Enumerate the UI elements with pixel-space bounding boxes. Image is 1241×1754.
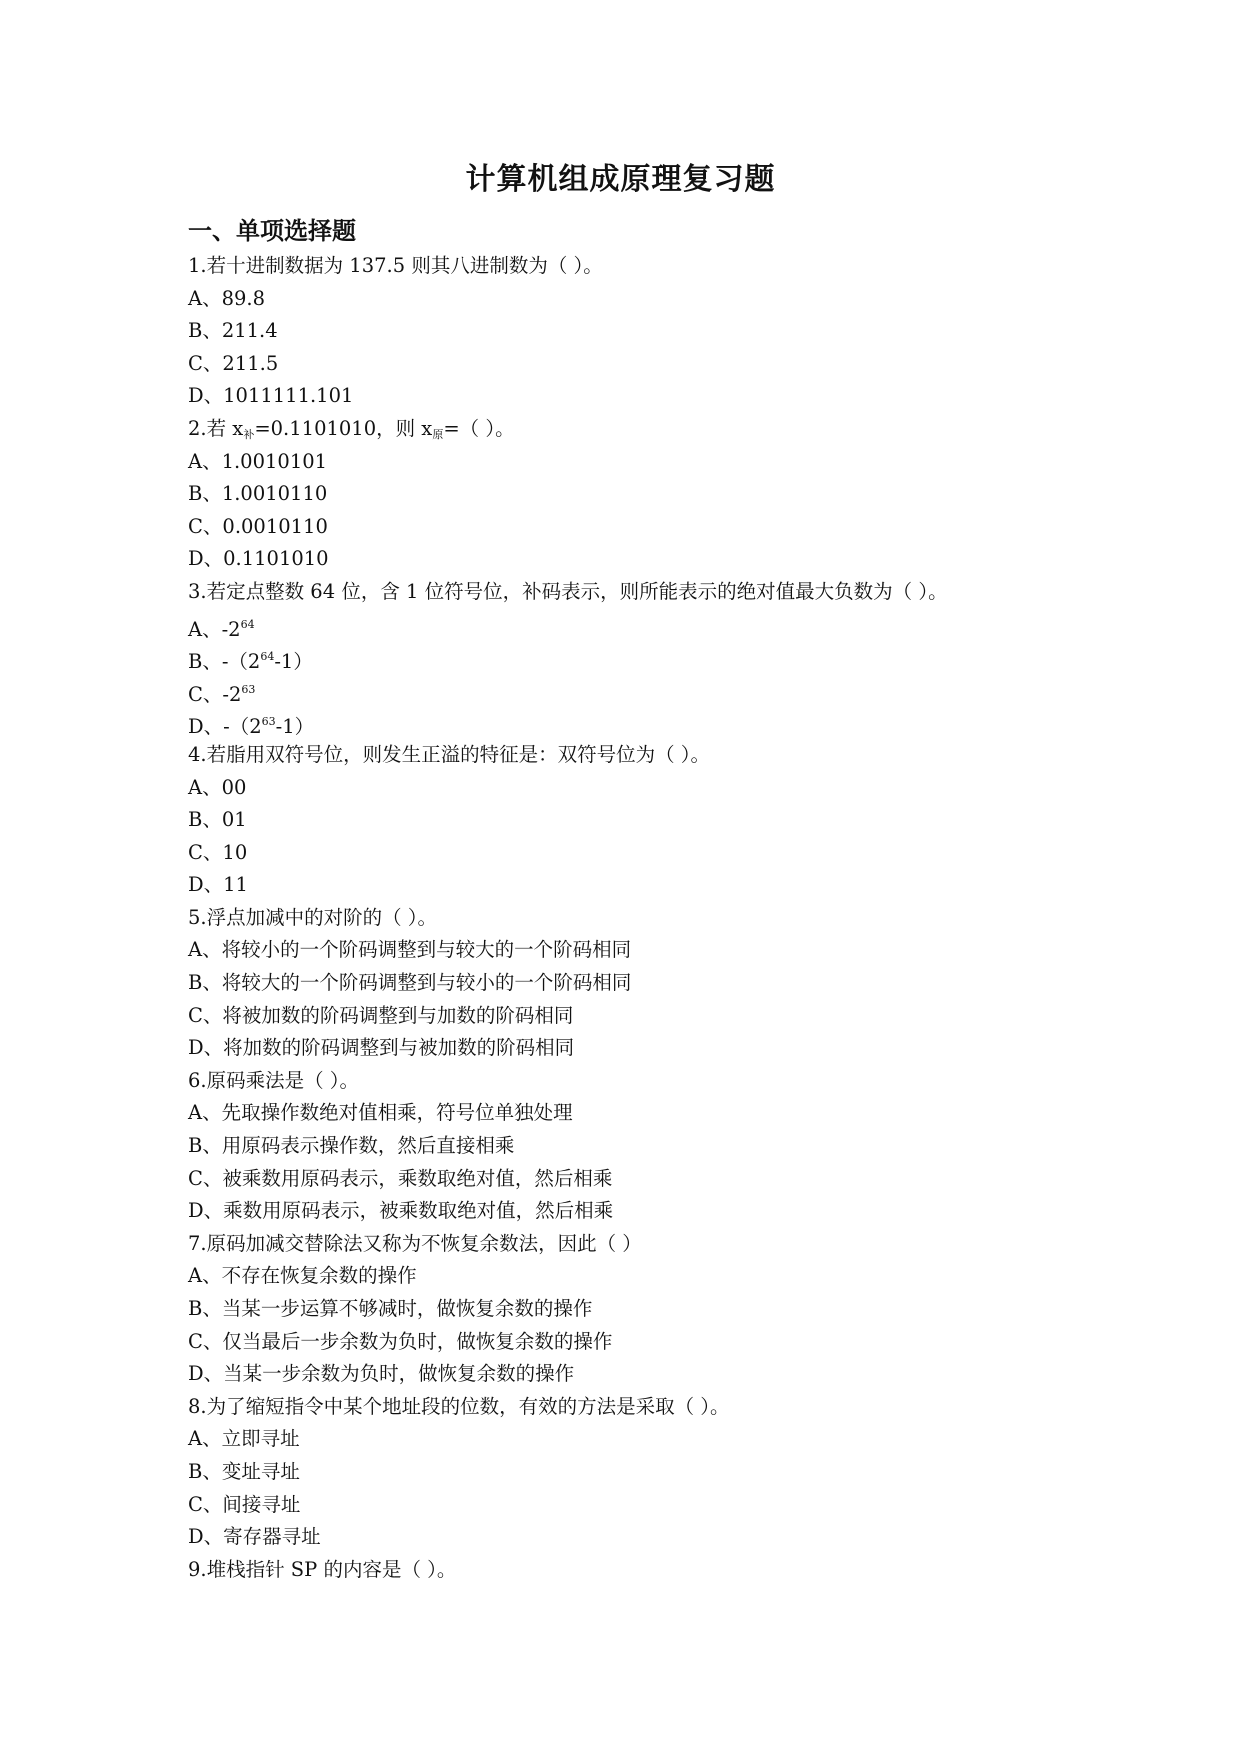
option-d: D、将加数的阶码调整到与被加数的阶码相同 <box>188 1036 575 1060</box>
option-text: -1） <box>274 650 313 674</box>
option-b: B、1.0010110 <box>188 482 328 506</box>
option-c: C、仅当最后一步余数为负时，做恢复余数的操作 <box>188 1329 613 1353</box>
option-b: B、211.4 <box>188 319 278 343</box>
option-a <box>188 609 1148 642</box>
option-text: A、-2 <box>188 617 241 641</box>
option-a: A、1.0010101 <box>188 449 328 473</box>
subscript-bu: 补 <box>243 427 255 441</box>
section-heading: 一、单项选择题 <box>188 217 356 245</box>
question-stem: 1.若十进制数据为 137.5 则其八进制数为（ ）。 <box>188 254 603 277</box>
option-b: B、将较大的一个阶码调整到与较小的一个阶码相同 <box>188 971 632 995</box>
option-d: D、寄存器寻址 <box>188 1525 321 1549</box>
option-a: A、立即寻址 <box>188 1427 300 1451</box>
question-stem: 8.为了缩短指令中某个地址段的位数，有效的方法是采取（ ）。 <box>188 1394 730 1418</box>
option-b <box>188 641 1148 674</box>
option-text: D、-（2 <box>188 715 262 739</box>
option-c: C、被乘数用原码表示，乘数取绝对值，然后相乘 <box>188 1166 613 1190</box>
option-d: D、0.1101010 <box>188 547 329 571</box>
option-b: B、当某一步运算不够减时，做恢复余数的操作 <box>188 1297 593 1320</box>
option-c <box>188 674 1148 707</box>
option-text: C、-2 <box>188 682 242 706</box>
question-stem: 7.原码加减交替除法又称为不恢复余数法，因此（ ） <box>188 1231 642 1255</box>
option-c: C、将被加数的阶码调整到与加数的阶码相同 <box>188 1003 574 1027</box>
option-text: -1） <box>275 715 315 739</box>
option-c: C、10 <box>188 840 248 864</box>
option-b: B、变址寻址 <box>188 1459 300 1483</box>
option-d <box>188 706 1148 739</box>
question-stem: 9.堆栈指针 SP 的内容是（ ）。 <box>188 1557 457 1581</box>
option-c: C、间接寻址 <box>188 1492 301 1516</box>
option-d: D、当某一步余数为负时，做恢复余数的操作 <box>188 1362 575 1386</box>
option-b: B、01 <box>188 808 247 832</box>
option-text: B、-（2 <box>188 650 261 674</box>
exponent: 64 <box>240 617 255 631</box>
question-stem: 5.浮点加减中的对阶的（ ）。 <box>188 905 438 929</box>
option-c: C、211.5 <box>188 351 279 375</box>
question-stem: 4.若脂用双符号位，则发生正溢的特征是：双符号位为（ ）。 <box>188 742 711 766</box>
option-d: D、1011111.101 <box>188 384 354 408</box>
option-a: A、不存在恢复余数的操作 <box>188 1264 417 1288</box>
option-a: A、先取操作数绝对值相乘，符号位单独处理 <box>188 1101 573 1125</box>
exponent: 63 <box>241 682 256 696</box>
exponent: 64 <box>260 650 275 664</box>
option-a: A、89.8 <box>188 286 266 310</box>
question-list <box>188 250 1148 1586</box>
question-stem: 6.原码乘法是（ ）。 <box>188 1068 360 1092</box>
stem-text: =0.1101010，则 x <box>254 416 433 440</box>
option-a: A、将较小的一个阶码调整到与较大的一个阶码相同 <box>188 938 632 962</box>
option-b: B、用原码表示操作数，然后直接相乘 <box>188 1134 515 1158</box>
option-a: A、00 <box>188 775 247 799</box>
stem-text: 2.若 x <box>188 416 244 440</box>
exponent: 63 <box>261 715 276 729</box>
option-d: D、乘数用原码表示，被乘数取绝对值，然后相乘 <box>188 1199 614 1223</box>
document-title: 计算机组成原理复习题 <box>465 162 776 197</box>
option-c: C、0.0010110 <box>188 514 328 538</box>
question-stem: 3.若定点整数 64 位，含 1 位符号位，补码表示，则所能表示的绝对值最大负数为（ ）。 <box>188 579 948 603</box>
option-d: D、11 <box>188 873 248 897</box>
subscript-yuan: 原 <box>432 427 444 441</box>
stem-text: =（ ）。 <box>443 416 515 440</box>
question-stem <box>188 413 1148 446</box>
